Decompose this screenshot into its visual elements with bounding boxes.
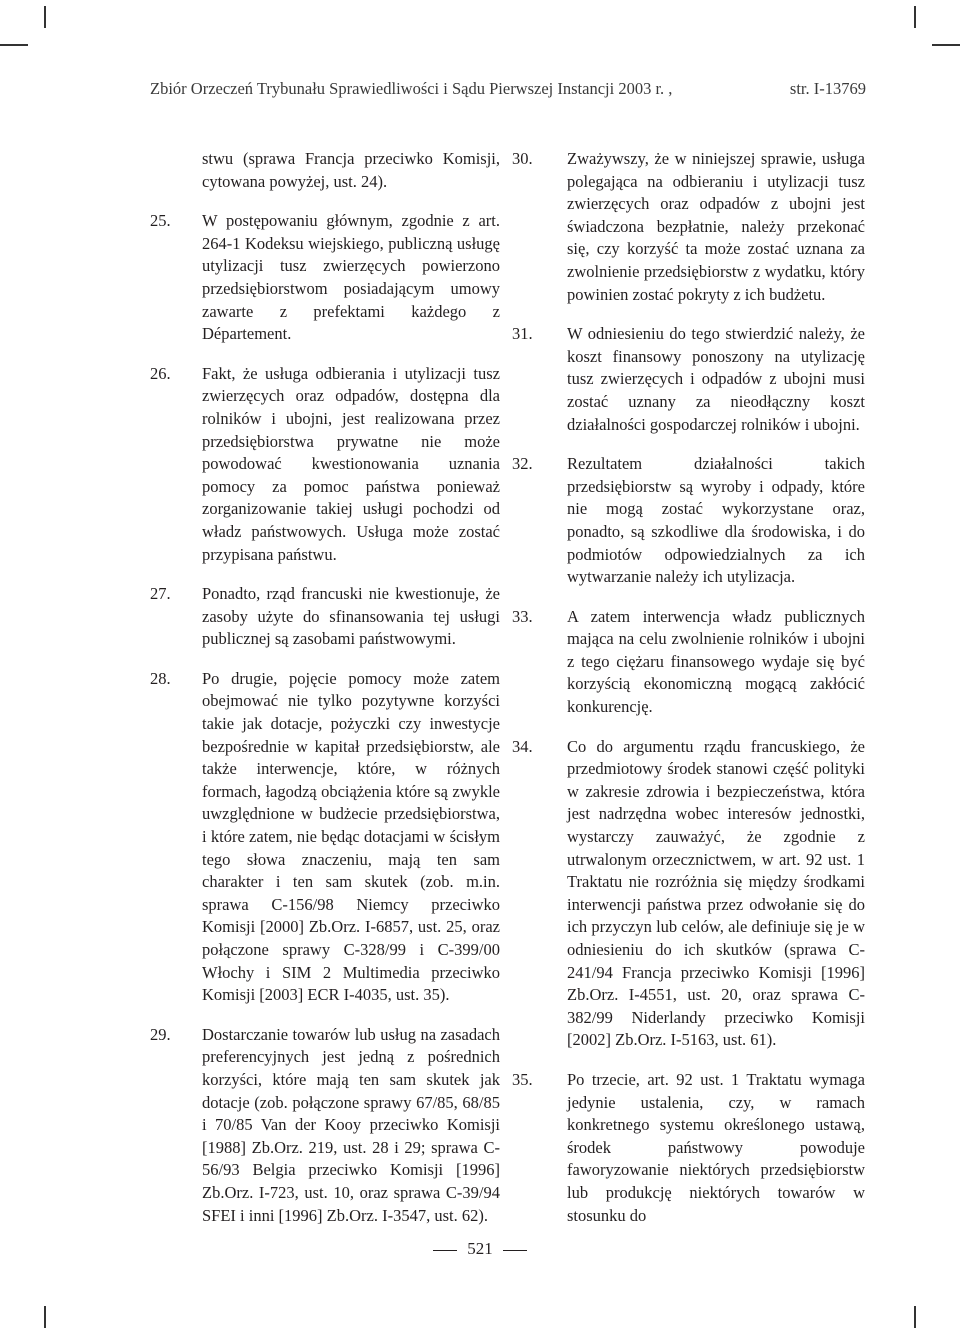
paragraph-number: 35. — [512, 1069, 533, 1089]
paragraph-text: Co do argumentu rządu francuskiego, że przedmiotowy środek stanowi część polityki w zakresie zdrowia i bezpieczeństwa, która jest nadrzędna wobec interesów jednostki, wystarczy zauważyć, że zgodnie z utrwalonym orzecznictwem, w art. 92 ust. 1 Traktatu nie rozróżnia się między środkami interwencji państwa przez odwołanie się do ich przyczyn lub celów, ale definiuje się je w odniesieniu do ich skutków (sprawa C-241/94 Francja przeciwko Komisji [1996] Zb.Orz. I-4551, ust. 20, oraz sprawa C-382/99 Niderlandy przeciwko Komisji [2002] Zb.Orz. I-5163, ust. 61). — [567, 736, 865, 1050]
page-number-footer — [0, 1239, 960, 1259]
paragraph-text: A zatem interwencja władz publicznych mająca na celu zwolnienie rolników i ubojni z tego ciężaru finansowego wydaje się być korzyścią ekonomiczną mogącą zakłócić konkurencję. — [567, 606, 865, 717]
paragraph-26 — [150, 363, 500, 566]
paragraph-31 — [512, 323, 865, 436]
paragraph-text: W postępowaniu głównym, zgodnie z art. 264-1 Kodeksu wiejskiego, publiczną usługę utylizacji tusz zwierzęcych powierzono przedsiębiorstwom posiadającym umowy zawarte z prefektami każdego z Département. — [202, 211, 500, 344]
footer-dash — [433, 1250, 457, 1251]
paragraph-30 — [512, 148, 865, 306]
paragraph-number: 27. — [150, 584, 171, 604]
paragraph-text: Fakt, że usługa odbierania i utylizacji tusz zwierzęcych oraz odpadów, dostępna dla rolników i ubojni, jest realizowana przez przedsiębiorstwa prywatne nie może powodować kwestionowania uznania pomocy za pomoc państwa ponieważ zorganizowanie takiej usługi pochodzi od władz państwowych. Usługa może zostać przypisana państwu. — [202, 363, 500, 564]
paragraph-text: Zważywszy, że w niniejszej sprawie, usługa polegająca na odbieraniu i utylizacji tusz zwierzęcych oraz odpadów z ubojni jest świadczona bezpłatnie, należy przekonać się, czy korzyść ta może zostać uznana za zwolnienie przedsiębiorstw z wydatku, który powinien zostać pokryty z ich budżetu. — [567, 149, 865, 304]
paragraph-32 — [512, 453, 865, 589]
continuation-paragraph — [150, 148, 500, 193]
paragraph-28 — [150, 668, 500, 1007]
paragraph-25 — [150, 210, 500, 346]
paragraph-35 — [512, 1069, 865, 1227]
crop-mark — [44, 1306, 46, 1328]
left-column — [150, 148, 500, 1227]
paragraph-number: 30. — [512, 149, 533, 168]
running-header-title: Zbiór Orzeczeń Trybunału Sprawiedliwości i Sądu Pierwszej Instancji 2003 r. , — [150, 79, 673, 98]
paragraph-text: Po trzecie, art. 92 ust. 1 Traktatu wymaga jedynie ustalenia, czy, w ramach konkretnego systemu określonego ustawą, środek państwowy powoduje faworyzowanie niektórych przedsiębiorstw lub produkcję niektórych towarów w stosunku do — [567, 1069, 865, 1225]
crop-mark — [0, 44, 28, 46]
crop-mark — [914, 1306, 916, 1328]
paragraph-text: Po drugie, pojęcie pomocy może zatem obejmować nie tylko pozytywne korzyści takie jak dotacje, pożyczki czy inwestycje bezpośrednie w kapitał przedsiębiorstw, ale także interwencje, które, w różnych formach, łagodzą obciążenia które są zwykle uwzględnione w budżecie przedsiębiorstwa, i które zatem, nie będąc dotacjami w ścisłym tego słowa znaczeniu, mają ten sam charakter i ten sam skutek (zob. m.in. sprawa C-156/98 Niemcy przeciwko Komisji [2000] Zb.Orz. I-6857, ust. 25, oraz połączone sprawy C-328/99 i C-399/00 Włochy i SIM 2 Multimedia przeciwko Komisji [2003] ECR I-4035, ust. 35). — [202, 668, 500, 1005]
crop-mark — [914, 6, 916, 28]
paragraph-number: 34. — [512, 736, 533, 756]
paragraph-27 — [150, 583, 500, 651]
paragraph-text: stwu (sprawa Francja przeciwko Komisji, cytowana powyżej, ust. 24). — [202, 149, 500, 191]
paragraph-number: 32. — [512, 454, 533, 474]
paragraph-number: 25. — [150, 211, 171, 231]
crop-mark — [44, 6, 46, 28]
paragraph-number: 29. — [150, 1024, 171, 1044]
paragraph-text: Rezultatem działalności takich przedsiębiorstw są wyroby i odpady, które nie mogą zostać wykorzystane oraz, ponadto, są szkodliwe dla środowiska, i do podmiotów odpowiedzialnych za ich wytwarzanie należy ich utylizacja. — [567, 454, 865, 587]
paragraph-33 — [512, 606, 865, 719]
paragraph-number: 28. — [150, 668, 171, 688]
paragraph-34 — [512, 736, 865, 1052]
paragraph-text: Dostarczanie towarów lub usług na zasadach preferencyjnych jest jedną z pośrednich korzyści, które mają ten sam skutek jak dotacje (zob. połączone sprawy 67/85, 68/85 i 70/85 Van der Kooy przeciwko Komisji [1988] Zb.Orz. 219, ust. 28 i 29; sprawa C-56/93 Belgia przeciwko Komisji [1996] Zb.Orz. I-723, ust. 10, oraz sprawa C-39/94 SFEI i inni [1996] Zb.Orz. I-3547, ust. 62). — [202, 1024, 500, 1225]
right-column — [512, 148, 865, 1227]
paragraph-text: W odniesieniu do tego stwierdzić należy, że koszt finansowy ponoszony na utylizację tusz zwierzęcych i odpadów z ubojni musi zostać uznany za nieodłączny koszt działalności gospodarczej rolników i ubojni. — [567, 324, 865, 434]
paragraph-29 — [150, 1024, 500, 1227]
footer-dash — [503, 1250, 527, 1251]
crop-mark — [932, 44, 960, 46]
paragraph-number: 33. — [512, 606, 533, 626]
paragraph-number: 31. — [512, 324, 533, 344]
running-header-page-ref: str. I-13769 — [789, 79, 866, 98]
paragraph-text: Ponadto, rząd francuski nie kwestionuje, że zasoby użyte do sfinansowania tej usługi publicznej są zasobami państwowymi. — [202, 584, 500, 649]
paragraph-number: 26. — [150, 363, 171, 383]
page-number: 521 — [467, 1239, 493, 1258]
